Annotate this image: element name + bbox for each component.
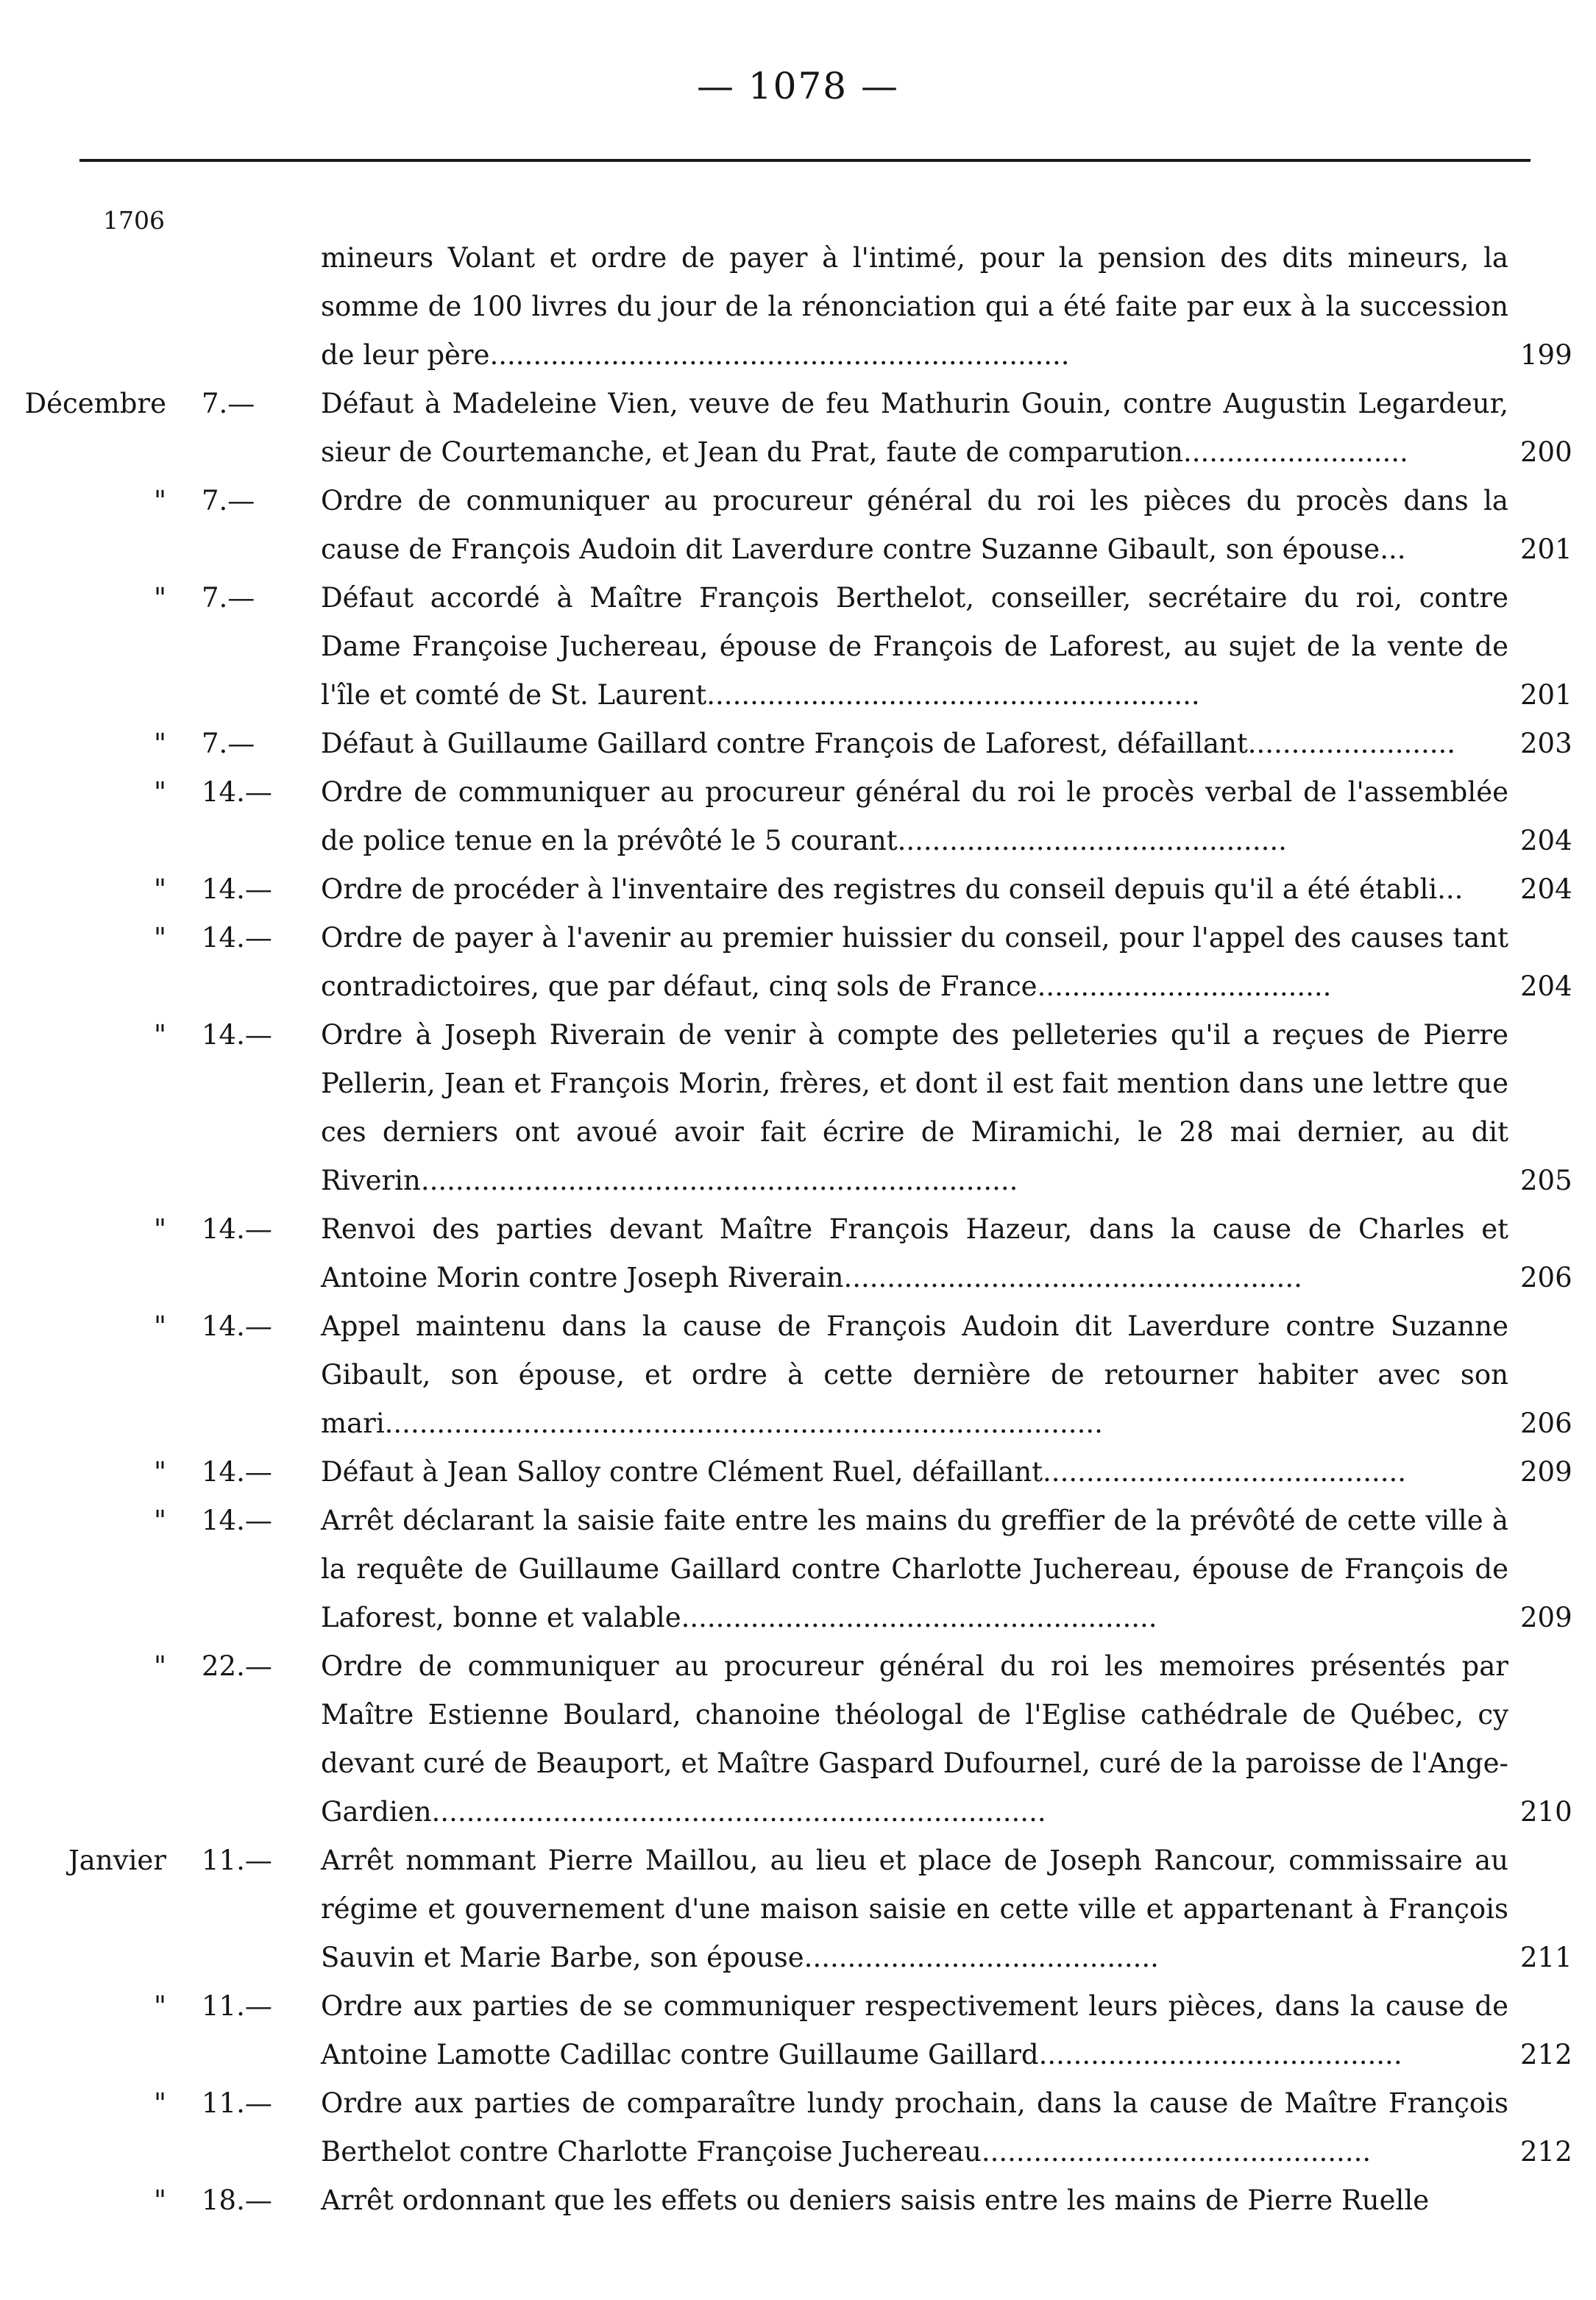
entry-body: [177, 2079, 1508, 2176]
entry-page-ref: 204: [1520, 970, 1572, 1002]
index-entry: [0, 720, 1596, 768]
index-entry: [0, 477, 1596, 574]
entry-month: ": [153, 873, 166, 905]
entry-body: [177, 1011, 1508, 1205]
entry-body: [177, 1448, 1508, 1497]
index-entry: [0, 234, 1596, 380]
entry-body: [177, 865, 1508, 914]
entry-body: [177, 1982, 1508, 2079]
year-label: 1706: [103, 206, 165, 235]
entry-text: Défaut à Jean Salloy contre Clément Ruel, défaillant..........................................: [321, 1456, 1407, 1488]
entry-page-ref: 199: [1520, 339, 1572, 371]
entry-text: Arrêt ordonnant que les effets ou deniers saisis entre les mains de Pierre Ruelle: [321, 2184, 1430, 2216]
entry-text: mineurs Volant et ordre de payer à l'intimé, pour la pension des dits mineurs, la somme de 100 livres du jour de la rénonciation qui a été faite par eux à la succession de leur père...................................................................: [321, 242, 1508, 371]
entry-text: Ordre à Joseph Riverain de venir à compte des pelleteries qu'il a reçues de Pierre Pellerin, Jean et François Morin, frères, et dont il est fait mention dans une lettre que ces derniers ont avoué avoir fait écrire de Miramichi, le 28 mai dernier, au dit Riverin.....................................................................: [321, 1019, 1508, 1196]
entry-page-ref: 211: [1520, 1942, 1572, 1973]
entry-page-ref: 212: [1520, 2136, 1572, 2168]
entry-text: Défaut à Madeleine Vien, veuve de feu Mathurin Gouin, contre Augustin Legardeur, sieur de Courtemanche, et Jean du Prat, faute de comparution..........................: [321, 388, 1508, 468]
entry-day: 14.—: [202, 1456, 272, 1488]
entry-day: 11.—: [202, 1845, 272, 1876]
entry-text: Défaut accordé à Maître François Berthelot, conseiller, secrétaire du roi, contre Dame Françoise Juchereau, épouse de François de Laforest, au sujet de la vente de l'île et comté de St. Laurent.........................................................: [321, 582, 1508, 711]
entry-month: ": [153, 582, 166, 614]
entry-body: [177, 234, 1508, 380]
entry-month: Décembre: [24, 388, 166, 419]
entry-page-ref: 204: [1520, 873, 1572, 905]
entry-page-ref: 209: [1520, 1602, 1572, 1633]
entry-day: 14.—: [202, 922, 272, 954]
entry-body: [177, 1642, 1508, 1836]
entry-body: [177, 914, 1508, 1011]
entry-day: 14.—: [202, 1505, 272, 1536]
entry-page-ref: 200: [1520, 436, 1572, 468]
entry-day: 7.—: [202, 582, 255, 614]
entry-text: Ordre de communiquer au procureur général du roi le procès verbal de l'assemblée de police tenue en la prévôté le 5 courant.............................................: [321, 776, 1508, 856]
entry-month: Janvier: [68, 1845, 166, 1876]
entry-page-ref: 212: [1520, 2039, 1572, 2070]
entry-day: 14.—: [202, 1019, 272, 1051]
index-entry: [0, 1205, 1596, 1302]
entry-page-ref: 201: [1520, 679, 1572, 711]
entry-month: ": [153, 1310, 166, 1342]
entry-text: Défaut à Guillaume Gaillard contre François de Laforest, défaillant........................: [321, 728, 1456, 759]
entry-body: [177, 1836, 1508, 1982]
entry-month: ": [153, 2184, 166, 2216]
index-entry: [0, 2079, 1596, 2176]
entry-page-ref: 205: [1520, 1165, 1572, 1196]
entry-day: 14.—: [202, 1213, 272, 1245]
entry-month: ": [153, 1505, 166, 1536]
entry-day: 7.—: [202, 728, 255, 759]
entry-day: 14.—: [202, 776, 272, 808]
entry-text: Ordre de communiquer au procureur général du roi les memoires présentés par Maître Estienne Boulard, chanoine théologal de l'Eglise cathédrale de Québec, cy devant curé de Beauport, et Maître Gaspard Dufournel, curé de la paroisse de l'Ange-Gardien.......................................................................: [321, 1650, 1508, 1828]
entry-page-ref: 206: [1520, 1262, 1572, 1293]
entry-text: Ordre de payer à l'avenir au premier huissier du conseil, pour l'appel des causes tant contradictoires, que par défaut, cinq sols de France..................................: [321, 922, 1508, 1002]
entry-month: ": [153, 728, 166, 759]
entry-page-ref: 209: [1520, 1456, 1572, 1488]
entry-month: ": [153, 485, 166, 517]
index-entry: [0, 1836, 1596, 1982]
entry-text: Appel maintenu dans la cause de François Audoin dit Laverdure contre Suzanne Gibault, son épouse, et ordre à cette dernière de retourner habiter avec son mari...................................................................................: [321, 1310, 1508, 1439]
entry-text: Ordre aux parties de comparaître lundy prochain, dans la cause de Maître François Berthelot contre Charlotte Françoise Juchereau.............................................: [321, 2087, 1508, 2168]
entry-body: [177, 1497, 1508, 1642]
entry-month: ": [153, 776, 166, 808]
entry-text: Ordre de procéder à l'inventaire des registres du conseil depuis qu'il a été établi...: [321, 873, 1464, 905]
index-entry: [0, 768, 1596, 865]
entry-month: ": [153, 2087, 166, 2119]
entry-body: [177, 1205, 1508, 1302]
entry-page-ref: 206: [1520, 1408, 1572, 1439]
entry-day: 22.—: [202, 1650, 272, 1682]
entry-month: ": [153, 1990, 166, 2022]
index-entry: [0, 865, 1596, 914]
index-entry: [0, 2176, 1596, 2225]
index-entry: [0, 1302, 1596, 1448]
entry-month: ": [153, 1019, 166, 1051]
header-rule: [79, 159, 1531, 162]
entry-body: [177, 477, 1508, 574]
entry-day: 18.—: [202, 2184, 272, 2216]
index-entry: [0, 1982, 1596, 2079]
entry-page-ref: 201: [1520, 533, 1572, 565]
index-entry: [0, 574, 1596, 720]
entry-body: [177, 2176, 1508, 2225]
entry-body: [177, 768, 1508, 865]
entry-day: 14.—: [202, 1310, 272, 1342]
entry-text: Arrêt déclarant la saisie faite entre les mains du greffier de la prévôté de cette ville à la requête de Guillaume Gaillard contre Charlotte Juchereau, épouse de François de Laforest, bonne et valable.......................................................: [321, 1505, 1508, 1633]
entry-text: Ordre aux parties de se communiquer respectivement leurs pièces, dans la cause de Antoine Lamotte Cadillac contre Guillaume Gaillard..........................................: [321, 1990, 1508, 2070]
entry-body: [177, 1302, 1508, 1448]
entry-body: [177, 574, 1508, 720]
entry-page-ref: 204: [1520, 825, 1572, 856]
entry-page-ref: 210: [1520, 1796, 1572, 1828]
index-entry: [0, 1497, 1596, 1642]
entry-body: [177, 380, 1508, 477]
index-entry: [0, 1011, 1596, 1205]
entry-text: Renvoi des parties devant Maître François Hazeur, dans la cause de Charles et Antoine Morin contre Joseph Riverain.....................................................: [321, 1213, 1508, 1293]
entry-day: 11.—: [202, 1990, 272, 2022]
entry-body: [177, 720, 1508, 768]
entry-day: 7.—: [202, 388, 255, 419]
entry-month: ": [153, 922, 166, 954]
entry-text: Arrêt nommant Pierre Maillou, au lieu et place de Joseph Rancour, commissaire au régime et gouvernement d'une maison saisie en cette ville et appartenant à François Sauvin et Marie Barbe, son épouse.........................................: [321, 1845, 1508, 1973]
index-entry: [0, 1448, 1596, 1497]
entry-text: Ordre de conmuniquer au procureur général du roi les pièces du procès dans la cause de François Audoin dit Laverdure contre Suzanne Gibault, son épouse...: [321, 485, 1508, 565]
entry-month: ": [153, 1456, 166, 1488]
entry-day: 7.—: [202, 485, 255, 517]
index-entry: [0, 380, 1596, 477]
index-entry: [0, 914, 1596, 1011]
index-entries: [0, 234, 1596, 2225]
entry-month: ": [153, 1213, 166, 1245]
index-entry: [0, 1642, 1596, 1836]
page-number: — 1078 —: [696, 65, 900, 107]
entry-month: ": [153, 1650, 166, 1682]
entry-day: 14.—: [202, 873, 272, 905]
entry-page-ref: 203: [1520, 728, 1572, 759]
entry-day: 11.—: [202, 2087, 272, 2119]
